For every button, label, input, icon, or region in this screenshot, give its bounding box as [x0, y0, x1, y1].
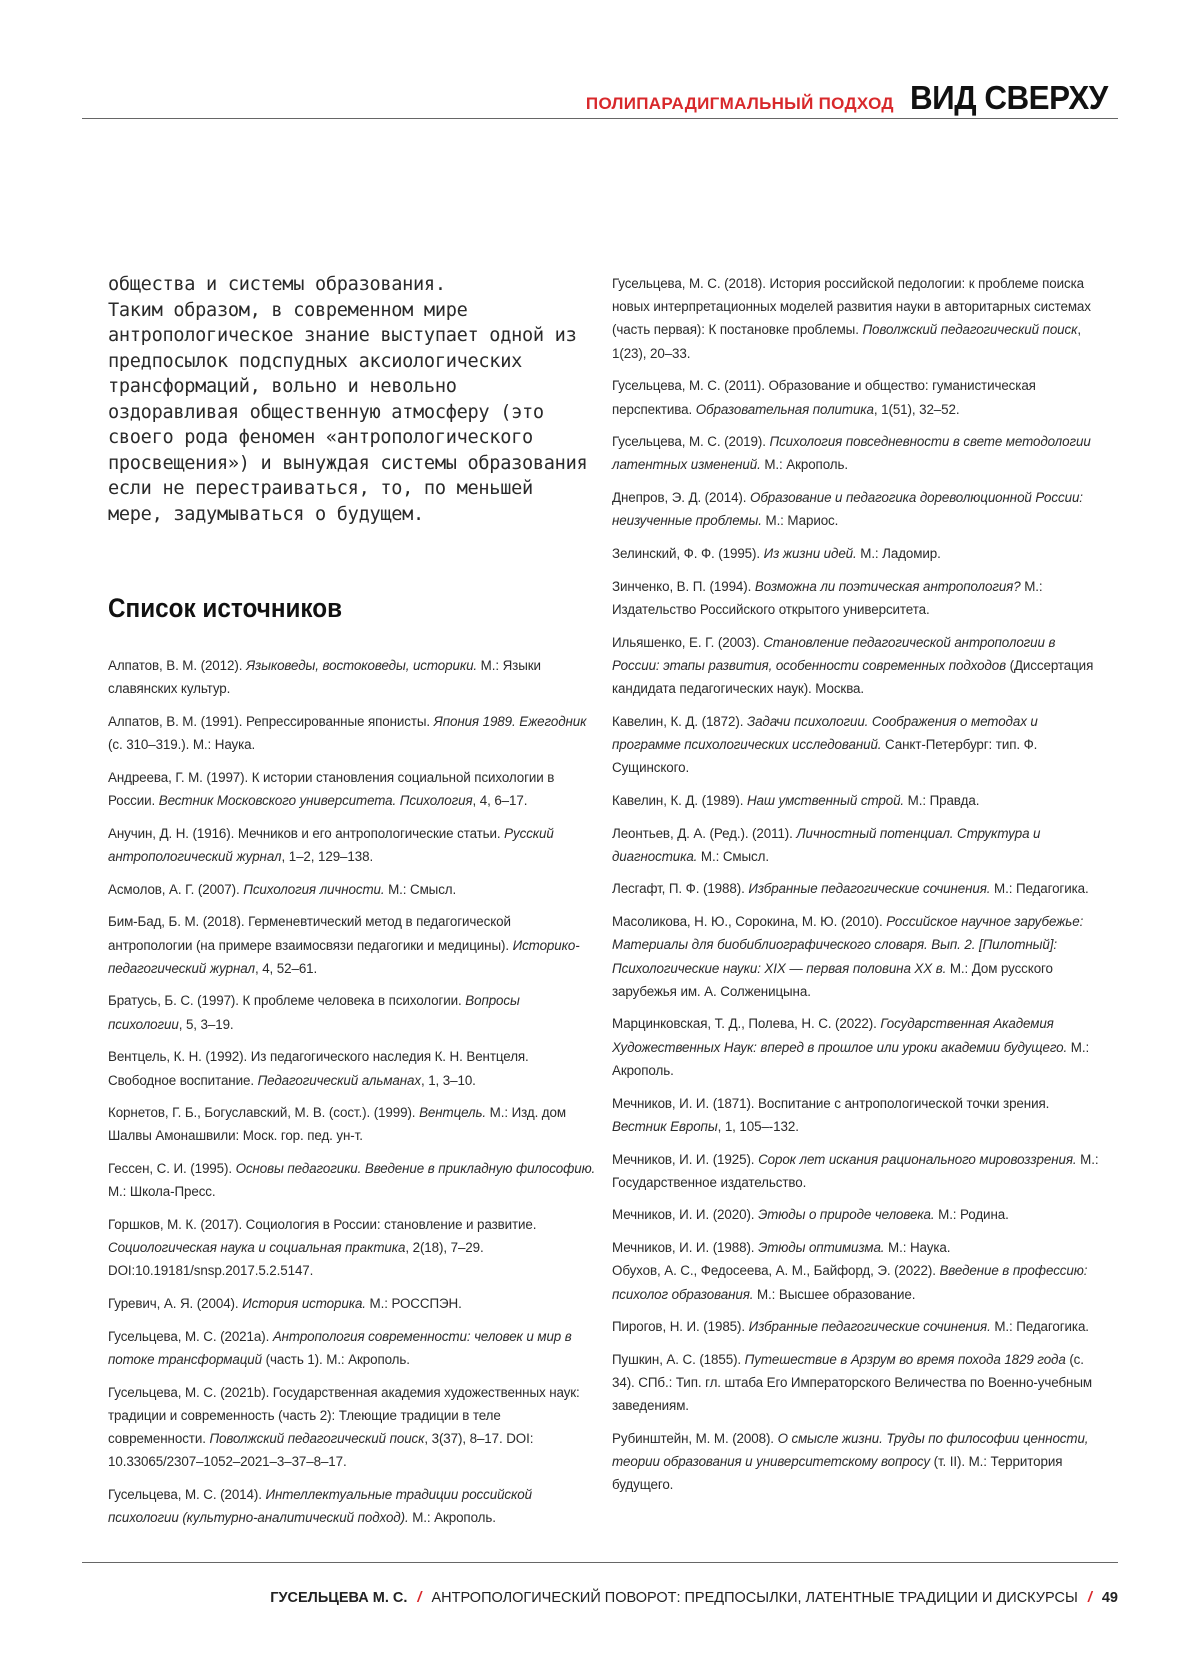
reference-text: (часть 1). М.: Акрополь.	[262, 1352, 410, 1367]
reference-title: Социологическая наука и социальная практика	[108, 1240, 405, 1255]
reference-text: , 1(51), 32–52.	[874, 402, 960, 417]
reference-text: Гессен, С. И. (1995).	[108, 1161, 236, 1176]
reference-text: (с. 34). СПб.: Тип. гл. штаба Его Императорского Величества по Военно-учебным заведениям.	[612, 1352, 1092, 1413]
reference-text: , 1–2, 129–138.	[281, 849, 373, 864]
reference-title: Вестник Европы	[612, 1119, 718, 1134]
reference-text: (с. 310–319.). М.: Наука.	[108, 737, 255, 752]
reference-title: Антропология современности: человек и мир в потоке трансформаций	[108, 1329, 572, 1367]
reference-title: Языковеды, востоковеды, историки.	[246, 658, 477, 673]
reference-title: Этюды о природе человека.	[758, 1207, 934, 1222]
reference-entry	[612, 910, 1102, 1003]
reference-title: История историка.	[242, 1296, 366, 1311]
reference-text: Мечников, И. И. (1925).	[612, 1152, 758, 1167]
reference-text: М.: Педагогика.	[991, 1319, 1089, 1334]
reference-text: М.: Государственное издательство.	[612, 1152, 1098, 1190]
reference-text: Ильяшенко, Е. Г. (2003).	[612, 635, 763, 650]
reference-title: Сорок лет искания рационального мировоззрения.	[758, 1152, 1076, 1167]
reference-text: Анучин, Д. Н. (1916). Мечников и его антропологические статьи.	[108, 826, 504, 841]
page-footer	[270, 1590, 1118, 1606]
reference-entry	[108, 989, 596, 1035]
reference-entry	[612, 486, 1102, 532]
left-column	[108, 272, 596, 1539]
reference-text: Обухов, А. С., Федосеева, А. М., Байфорд, Э. (2022).	[612, 1263, 939, 1278]
reference-title: Введение в профессию: психолог образования.	[612, 1263, 1087, 1301]
reference-entry	[612, 430, 1102, 476]
reference-text: Санкт-Петербург: тип. Ф. Сущинского.	[612, 737, 1037, 775]
reference-title: Историко-педагогический журнал	[108, 938, 580, 976]
reference-text: Асмолов, А. Г. (2007).	[108, 882, 243, 897]
footer-separator: /	[1088, 1590, 1092, 1606]
reference-text: Мечников, И. И. (1988).	[612, 1240, 758, 1255]
reference-entry	[108, 1292, 596, 1315]
reference-entry	[612, 822, 1102, 868]
reference-entry	[612, 1012, 1102, 1082]
reference-title: Российское научное зарубежье: Материалы для биобиблиографического словаря. Вып. 2. [Пилотный]: Психологические науки: XIX — первая половина XX в.	[612, 914, 1083, 975]
reference-title: Вопросы психологии	[108, 993, 520, 1031]
reference-text: Рубинштейн, М. М. (2008).	[612, 1431, 778, 1446]
reference-text: (Диссертация кандидата педагогических наук). Москва.	[612, 658, 1093, 696]
reference-title: Педагогический альманах	[258, 1073, 421, 1088]
reference-entry	[612, 1148, 1102, 1194]
reference-entry	[108, 1045, 596, 1091]
reference-text: Алпатов, В. М. (1991). Репрессированные японисты.	[108, 714, 434, 729]
reference-list-left	[108, 654, 596, 1530]
reference-text: Марцинковская, Т. Д., Полева, Н. С. (2022).	[612, 1016, 880, 1031]
reference-text: М.: Родина.	[935, 1207, 1009, 1222]
reference-text: , 4, 52–61.	[255, 961, 317, 976]
reference-text: Масоликова, Н. Ю., Сорокина, М. Ю. (2010).	[612, 914, 886, 929]
reference-list-right	[612, 272, 1102, 1497]
reference-text: Пушкин, А. С. (1855).	[612, 1352, 745, 1367]
reference-title: Образование и педагогика дореволюционной России: неизученные проблемы.	[612, 490, 1083, 528]
magazine-rubric: ВИД СВЕРХУ	[910, 79, 1108, 117]
reference-text: Вентцель, К. Н. (1992). Из педагогического наследия К. Н. Вентцеля. Свободное воспитание.	[108, 1049, 529, 1087]
reference-entry	[108, 766, 596, 812]
references-heading: Список источников	[108, 593, 547, 624]
reference-title: Вентцель.	[419, 1105, 486, 1120]
reference-text: М.: РОССПЭН.	[366, 1296, 462, 1311]
reference-text: Корнетов, Г. Б., Богуславский, М. В. (сост.). (1999).	[108, 1105, 419, 1120]
reference-text: Гусельцева, М. С. (2018). История российской педологии: к проблеме поиска новых интерпретационных моделей развития науки в авторитарных системах (часть первая): К постановке проблемы.	[612, 276, 1091, 337]
reference-title: Образовательная политика	[696, 402, 874, 417]
reference-text: Днепров, Э. Д. (2014).	[612, 490, 750, 505]
reference-title: Интеллектуальные традиции российской психологии (культурно-аналитический подход).	[108, 1487, 532, 1525]
reference-text: Братусь, Б. С. (1997). К проблеме человека в психологии.	[108, 993, 465, 1008]
reference-title: Избранные педагогические сочинения.	[749, 1319, 991, 1334]
reference-text: М.: Акрополь.	[409, 1510, 496, 1525]
reference-text: М.: Педагогика.	[990, 881, 1088, 896]
reference-text: , 2(18), 7–29. DOI:10.19181/snsp.2017.5.2.5147.	[108, 1240, 484, 1278]
reference-text: Бим-Бад, Б. М. (2018). Герменевтический метод в педагогической антропологии (на примере взаимосвязи педагогики и медицины).	[108, 914, 513, 952]
reference-entry	[612, 1236, 1102, 1306]
reference-entry	[612, 877, 1102, 900]
reference-text: Кавелин, К. Д. (1989).	[612, 793, 747, 808]
reference-entry	[612, 542, 1102, 565]
reference-text: М.: Ладомир.	[857, 546, 941, 561]
footer-separator: /	[417, 1590, 421, 1606]
reference-entry	[612, 1203, 1102, 1226]
reference-text: Алпатов, В. М. (2012).	[108, 658, 246, 673]
reference-text: Зинченко, В. П. (1994).	[612, 579, 755, 594]
reference-text: , 1(23), 20–33.	[612, 322, 1081, 360]
reference-text: , 5, 3–19.	[179, 1017, 234, 1032]
reference-entry	[108, 710, 596, 756]
reference-text: Горшков, М. К. (2017). Социология в России: становление и развитие.	[108, 1217, 536, 1232]
reference-title: Япония 1989. Ежегодник	[434, 714, 587, 729]
reference-entry	[108, 822, 596, 868]
reference-text: Лесгафт, П. Ф. (1988).	[612, 881, 748, 896]
reference-entry	[108, 1157, 596, 1203]
reference-text: Мечников, И. И. (2020).	[612, 1207, 758, 1222]
reference-entry	[612, 1427, 1102, 1497]
reference-entry	[612, 1092, 1102, 1138]
reference-title: Поволжский педагогический поиск	[209, 1431, 424, 1446]
reference-title: Наш умственный строй.	[747, 793, 904, 808]
reference-entry	[612, 631, 1102, 701]
reference-text: М.: Издательство Российского открытого университета.	[612, 579, 1043, 617]
reference-text: , 1, 3–10.	[421, 1073, 476, 1088]
reference-entry	[612, 272, 1102, 365]
reference-text: М.: Мариос.	[762, 513, 838, 528]
reference-title: Вестник Московского университета. Психология	[159, 793, 473, 808]
reference-text: Гусельцева, М. С. (2011). Образование и общество: гуманистическая перспектива.	[612, 378, 1036, 416]
reference-title: О смысле жизни. Труды по философии ценности, теории образования и университетскому вопросу	[612, 1431, 1088, 1469]
reference-text: , 1, 105–-132.	[718, 1119, 799, 1134]
reference-entry	[108, 1483, 596, 1529]
body-paragraph: общества и системы образования.	[108, 272, 596, 298]
reference-title: Задачи психологии. Соображения о методах и программе психологических исследований.	[612, 714, 1038, 752]
reference-text: М.: Изд. дом Шалвы Амонашвили: Моск. гор. пед. ун-т.	[108, 1105, 566, 1143]
reference-entry	[108, 1213, 596, 1283]
footer-author: ГУСЕЛЬЦЕВА М. С.	[270, 1590, 407, 1606]
reference-entry	[612, 374, 1102, 420]
reference-entry	[108, 1325, 596, 1371]
reference-text: М.: Правда.	[904, 793, 979, 808]
reference-title: Психология повседневности в свете методологии латентных изменений.	[612, 434, 1091, 472]
reference-text: М.: Языки славянских культур.	[108, 658, 541, 696]
footer-article-title: АНТРОПОЛОГИЧЕСКИЙ ПОВОРОТ: ПРЕДПОСЫЛКИ, ЛАТЕНТНЫЕ ТРАДИЦИИ И ДИСКУРСЫ	[431, 1590, 1077, 1606]
reference-title: Этюды оптимизма.	[758, 1240, 884, 1255]
body-paragraph: Таким образом, в современном мире антропологическое знание выступает одной из предпосылок подспудных аксиологических трансформаций, вольно и невольно оздоравливая общественную атмосферу (это своего рода феномен «антропологического просвещения») и вынуждая системы образования если не перестраиваться, то, по меньшей мере, задумываться о будущем.	[108, 298, 596, 528]
reference-text: Гусельцева, М. С. (2021a).	[108, 1329, 273, 1344]
reference-text: М.: Дом русского зарубежья им. А. Солженицына.	[612, 961, 1053, 999]
reference-text: Андреева, Г. М. (1997). К истории становления социальной психологии в России.	[108, 770, 554, 808]
reference-text: , 4, 6–17.	[473, 793, 528, 808]
reference-entry	[108, 878, 596, 901]
reference-title: Государственная Академия Художественных Наук: вперед в прошлое или уроки академии будущего.	[612, 1016, 1067, 1054]
reference-title: Возможна ли поэтическая антропология?	[755, 579, 1021, 594]
reference-text: Мечников, И. И. (1871). Воспитание с антропологической точки зрения.	[612, 1096, 1049, 1111]
reference-entry	[108, 910, 596, 980]
reference-title: Русский антропологический журнал	[108, 826, 554, 864]
reference-text: , 3(37), 8–17. DOI: 10.33065/2307–1052–2021–3–37–8–17.	[108, 1431, 533, 1469]
reference-entry	[612, 1315, 1102, 1338]
reference-entry	[108, 654, 596, 700]
reference-entry	[612, 710, 1102, 780]
reference-text: Пирогов, Н. И. (1985).	[612, 1319, 749, 1334]
running-header	[586, 79, 1118, 117]
reference-text: Зелинский, Ф. Ф. (1995).	[612, 546, 764, 561]
reference-title: Становление педагогической антропологии в России: этапы развития, особенности современных подходов	[612, 635, 1055, 673]
reference-text: Гусельцева, М. С. (2014).	[108, 1487, 265, 1502]
reference-text: М.: Смысл.	[384, 882, 456, 897]
reference-text: Гусельцева, М. С. (2021b). Государственная академия художественных наук: традиции и современность (часть 2): Тлеющие традиции в теле современности.	[108, 1385, 580, 1446]
reference-entry	[108, 1381, 596, 1474]
page-number: 49	[1102, 1590, 1118, 1606]
reference-text: Гусельцева, М. С. (2019).	[612, 434, 769, 449]
reference-title: Из жизни идей.	[764, 546, 857, 561]
reference-title: Поволжский педагогический поиск	[862, 322, 1077, 337]
reference-title: Путешествие в Арзрум во время похода 1829 года	[745, 1352, 1066, 1367]
reference-text: М.: Акрополь.	[612, 1040, 1089, 1078]
reference-entry	[612, 1348, 1102, 1418]
reference-title: Психология личности.	[243, 882, 384, 897]
reference-text: (т. II). М.: Территория будущего.	[612, 1454, 1062, 1492]
reference-text: М.: Акрополь.	[761, 457, 848, 472]
reference-entry	[612, 575, 1102, 621]
reference-entry	[612, 789, 1102, 812]
reference-text: М.: Высшее образование.	[753, 1287, 915, 1302]
reference-text: М.: Школа-Пресс.	[108, 1184, 216, 1199]
reference-text: М.: Наука.	[884, 1240, 950, 1255]
right-column	[612, 272, 1102, 1506]
reference-entry	[108, 1101, 596, 1147]
reference-text: Гуревич, А. Я. (2004).	[108, 1296, 242, 1311]
reference-text: Леонтьев, Д. А. (Ред.). (2011).	[612, 826, 796, 841]
reference-text: Кавелин, К. Д. (1872).	[612, 714, 747, 729]
reference-text: М.: Смысл.	[697, 849, 769, 864]
header-divider	[82, 118, 1118, 119]
reference-title: Избранные педагогические сочинения.	[748, 881, 990, 896]
reference-title: Личностный потенциал. Структура и диагностика.	[612, 826, 1040, 864]
section-title: ПОЛИПАРАДИГМАЛЬНЫЙ ПОДХОД	[586, 94, 894, 114]
reference-title: Основы педагогики. Введение в прикладную философию.	[236, 1161, 596, 1176]
footer-divider	[82, 1562, 1118, 1563]
